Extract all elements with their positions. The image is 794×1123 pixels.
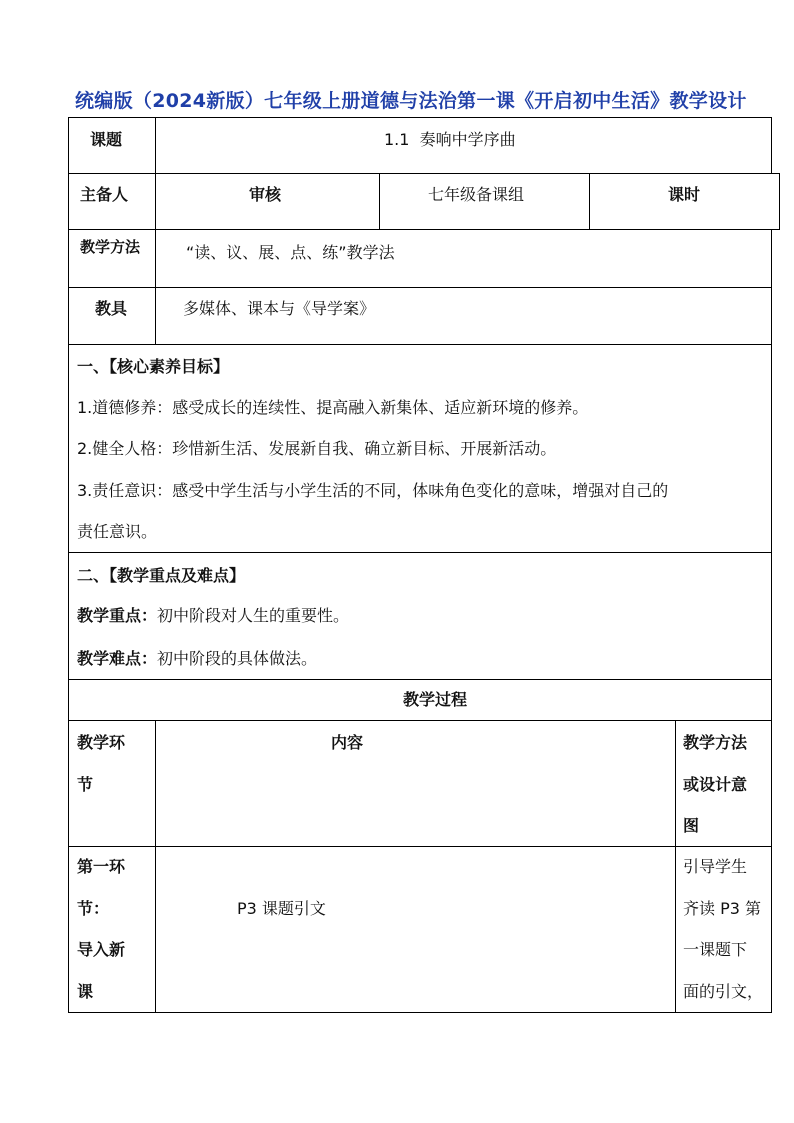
keypoints-heading: 二、【教学重点及难点】 xyxy=(77,566,246,585)
difficulty-line xyxy=(77,649,317,669)
goals-heading: 一、【核心素养目标】 xyxy=(77,357,230,376)
content-header-cell xyxy=(155,720,676,847)
difficulty-value: 初中阶段的具体做法。 xyxy=(157,649,318,668)
method-header: 教学方法 或设计意 图 xyxy=(683,733,748,835)
method-text: 引导学生 齐读 P3 第 一课题下 面的引文， xyxy=(683,857,764,1001)
stage-header: 教学环 节 xyxy=(77,733,126,794)
goal-item: 2.健全人格：珍惜新生活、发展新自我、确立新目标、开展新活动。 xyxy=(77,439,557,458)
preparer-label: 主备人 xyxy=(80,185,129,204)
topic-value: 1.1 奏响中学序曲 xyxy=(384,130,516,149)
focus-value: 初中阶段对人生的重要性。 xyxy=(157,606,350,625)
goal-item: 3.责任意识：感受中学生活与小学生活的不同，体味角色变化的意味，增强对自己的 xyxy=(77,481,669,500)
review-value: 七年级备课组 xyxy=(428,185,525,204)
focus-label: 教学重点： xyxy=(77,606,158,625)
document-title: 统编版（2024新版）七年级上册道德与法治第一课《开启初中生活》教学设计 xyxy=(75,90,747,112)
content-header: 内容 xyxy=(331,733,364,752)
goal-item-continuation: 责任意识。 xyxy=(77,522,158,541)
tools-label: 教具 xyxy=(95,299,128,318)
difficulty-label: 教学难点： xyxy=(77,649,158,668)
content-cell xyxy=(155,846,676,1013)
content-text: P3 课题引文 xyxy=(237,899,326,918)
process-title: 教学过程 xyxy=(403,690,468,709)
stage-text: 第一环 节： 导入新 课 xyxy=(77,857,126,1001)
tools-value: 多媒体、课本与《导学案》 xyxy=(183,299,376,318)
method-value: “读、议、展、点、练”教学法 xyxy=(186,243,395,262)
focus-line xyxy=(77,606,349,626)
period-label: 课时 xyxy=(668,185,701,204)
review-label: 审核 xyxy=(249,185,282,204)
topic-label: 课题 xyxy=(90,130,123,149)
goal-item: 1.道德修养：感受成长的连续性、提高融入新集体、适应新环境的修养。 xyxy=(77,398,589,417)
method-label: 教学方法 xyxy=(80,238,141,256)
